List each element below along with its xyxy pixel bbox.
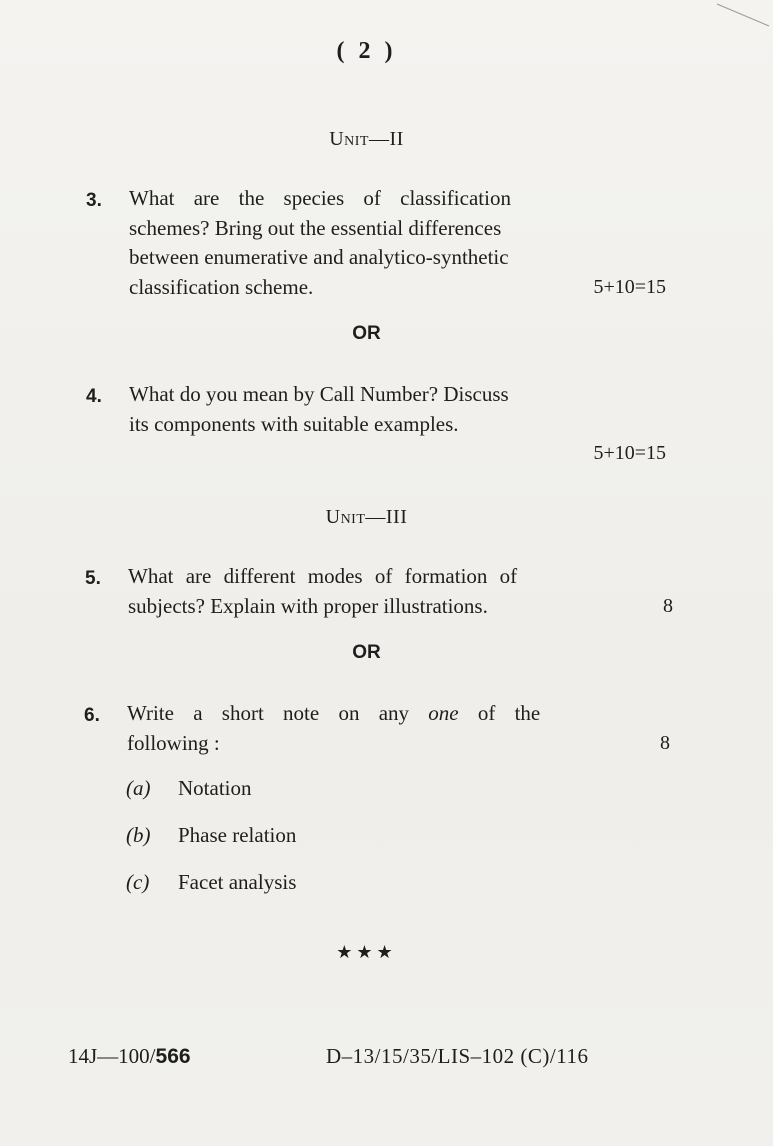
option-text: Facet analysis xyxy=(178,870,297,894)
option-text: Phase relation xyxy=(178,823,297,847)
question-text-line-with-marks xyxy=(128,592,673,622)
question-number: 5. xyxy=(85,568,101,589)
option-b xyxy=(126,823,296,848)
question-text-line: What do you mean by Call Number? Discuss xyxy=(129,382,509,406)
question-5 xyxy=(85,562,673,621)
footer-bold-number: 566 xyxy=(155,1045,191,1068)
or-separator: OR xyxy=(352,642,381,663)
question-text-line: its components with suitable examples. xyxy=(129,411,459,436)
question-text-line-with-marks xyxy=(129,273,666,303)
option-label: (a) xyxy=(126,776,151,800)
or-separator: OR xyxy=(352,323,381,344)
marks: 8 xyxy=(660,731,670,754)
marks: 5+10=15 xyxy=(593,275,666,298)
emphasized-word: one xyxy=(428,701,459,725)
option-a xyxy=(126,776,252,801)
question-text-line-with-marks xyxy=(127,729,670,759)
question-number: 6. xyxy=(84,705,100,726)
option-label: (b) xyxy=(126,823,151,847)
option-c xyxy=(126,870,296,895)
question-text-line: subjects? Explain with proper illustrations. xyxy=(128,593,488,618)
question-number: 3. xyxy=(86,190,102,211)
question-text-line xyxy=(127,699,664,729)
question-3 xyxy=(86,184,666,302)
question-number: 4. xyxy=(86,386,102,407)
footer-prefix: 14J—100/ xyxy=(68,1044,156,1068)
marks: 5+10=15 xyxy=(593,442,666,464)
unit-2-heading: Unit—II xyxy=(329,128,404,150)
question-text-line: What are different modes of formation of xyxy=(128,564,518,588)
question-text-line: following : xyxy=(127,730,220,755)
footer-print-code xyxy=(68,1044,191,1069)
question-text-line: classification scheme. xyxy=(129,274,314,299)
question-6 xyxy=(84,699,670,758)
question-text-line: between enumerative and analytico-synthetic xyxy=(129,245,509,269)
page-corner-mark xyxy=(713,0,773,30)
unit-3-heading: Unit—III xyxy=(325,506,408,528)
page-number: ( 2 ) xyxy=(336,38,397,64)
marks: 8 xyxy=(663,594,673,617)
question-4 xyxy=(86,380,666,469)
question-text-part: Write a short note on any xyxy=(127,701,410,725)
end-stars: ★★★ xyxy=(336,942,397,962)
question-text-part: of the xyxy=(477,701,541,725)
option-label: (c) xyxy=(126,870,150,894)
footer-paper-code: D–13/15/35/LIS–102 (C)/116 xyxy=(326,1044,589,1068)
question-text-line: What are the species of classification xyxy=(129,186,511,210)
option-text: Notation xyxy=(178,776,252,800)
question-text-line: schemes? Bring out the essential differences xyxy=(129,215,502,240)
